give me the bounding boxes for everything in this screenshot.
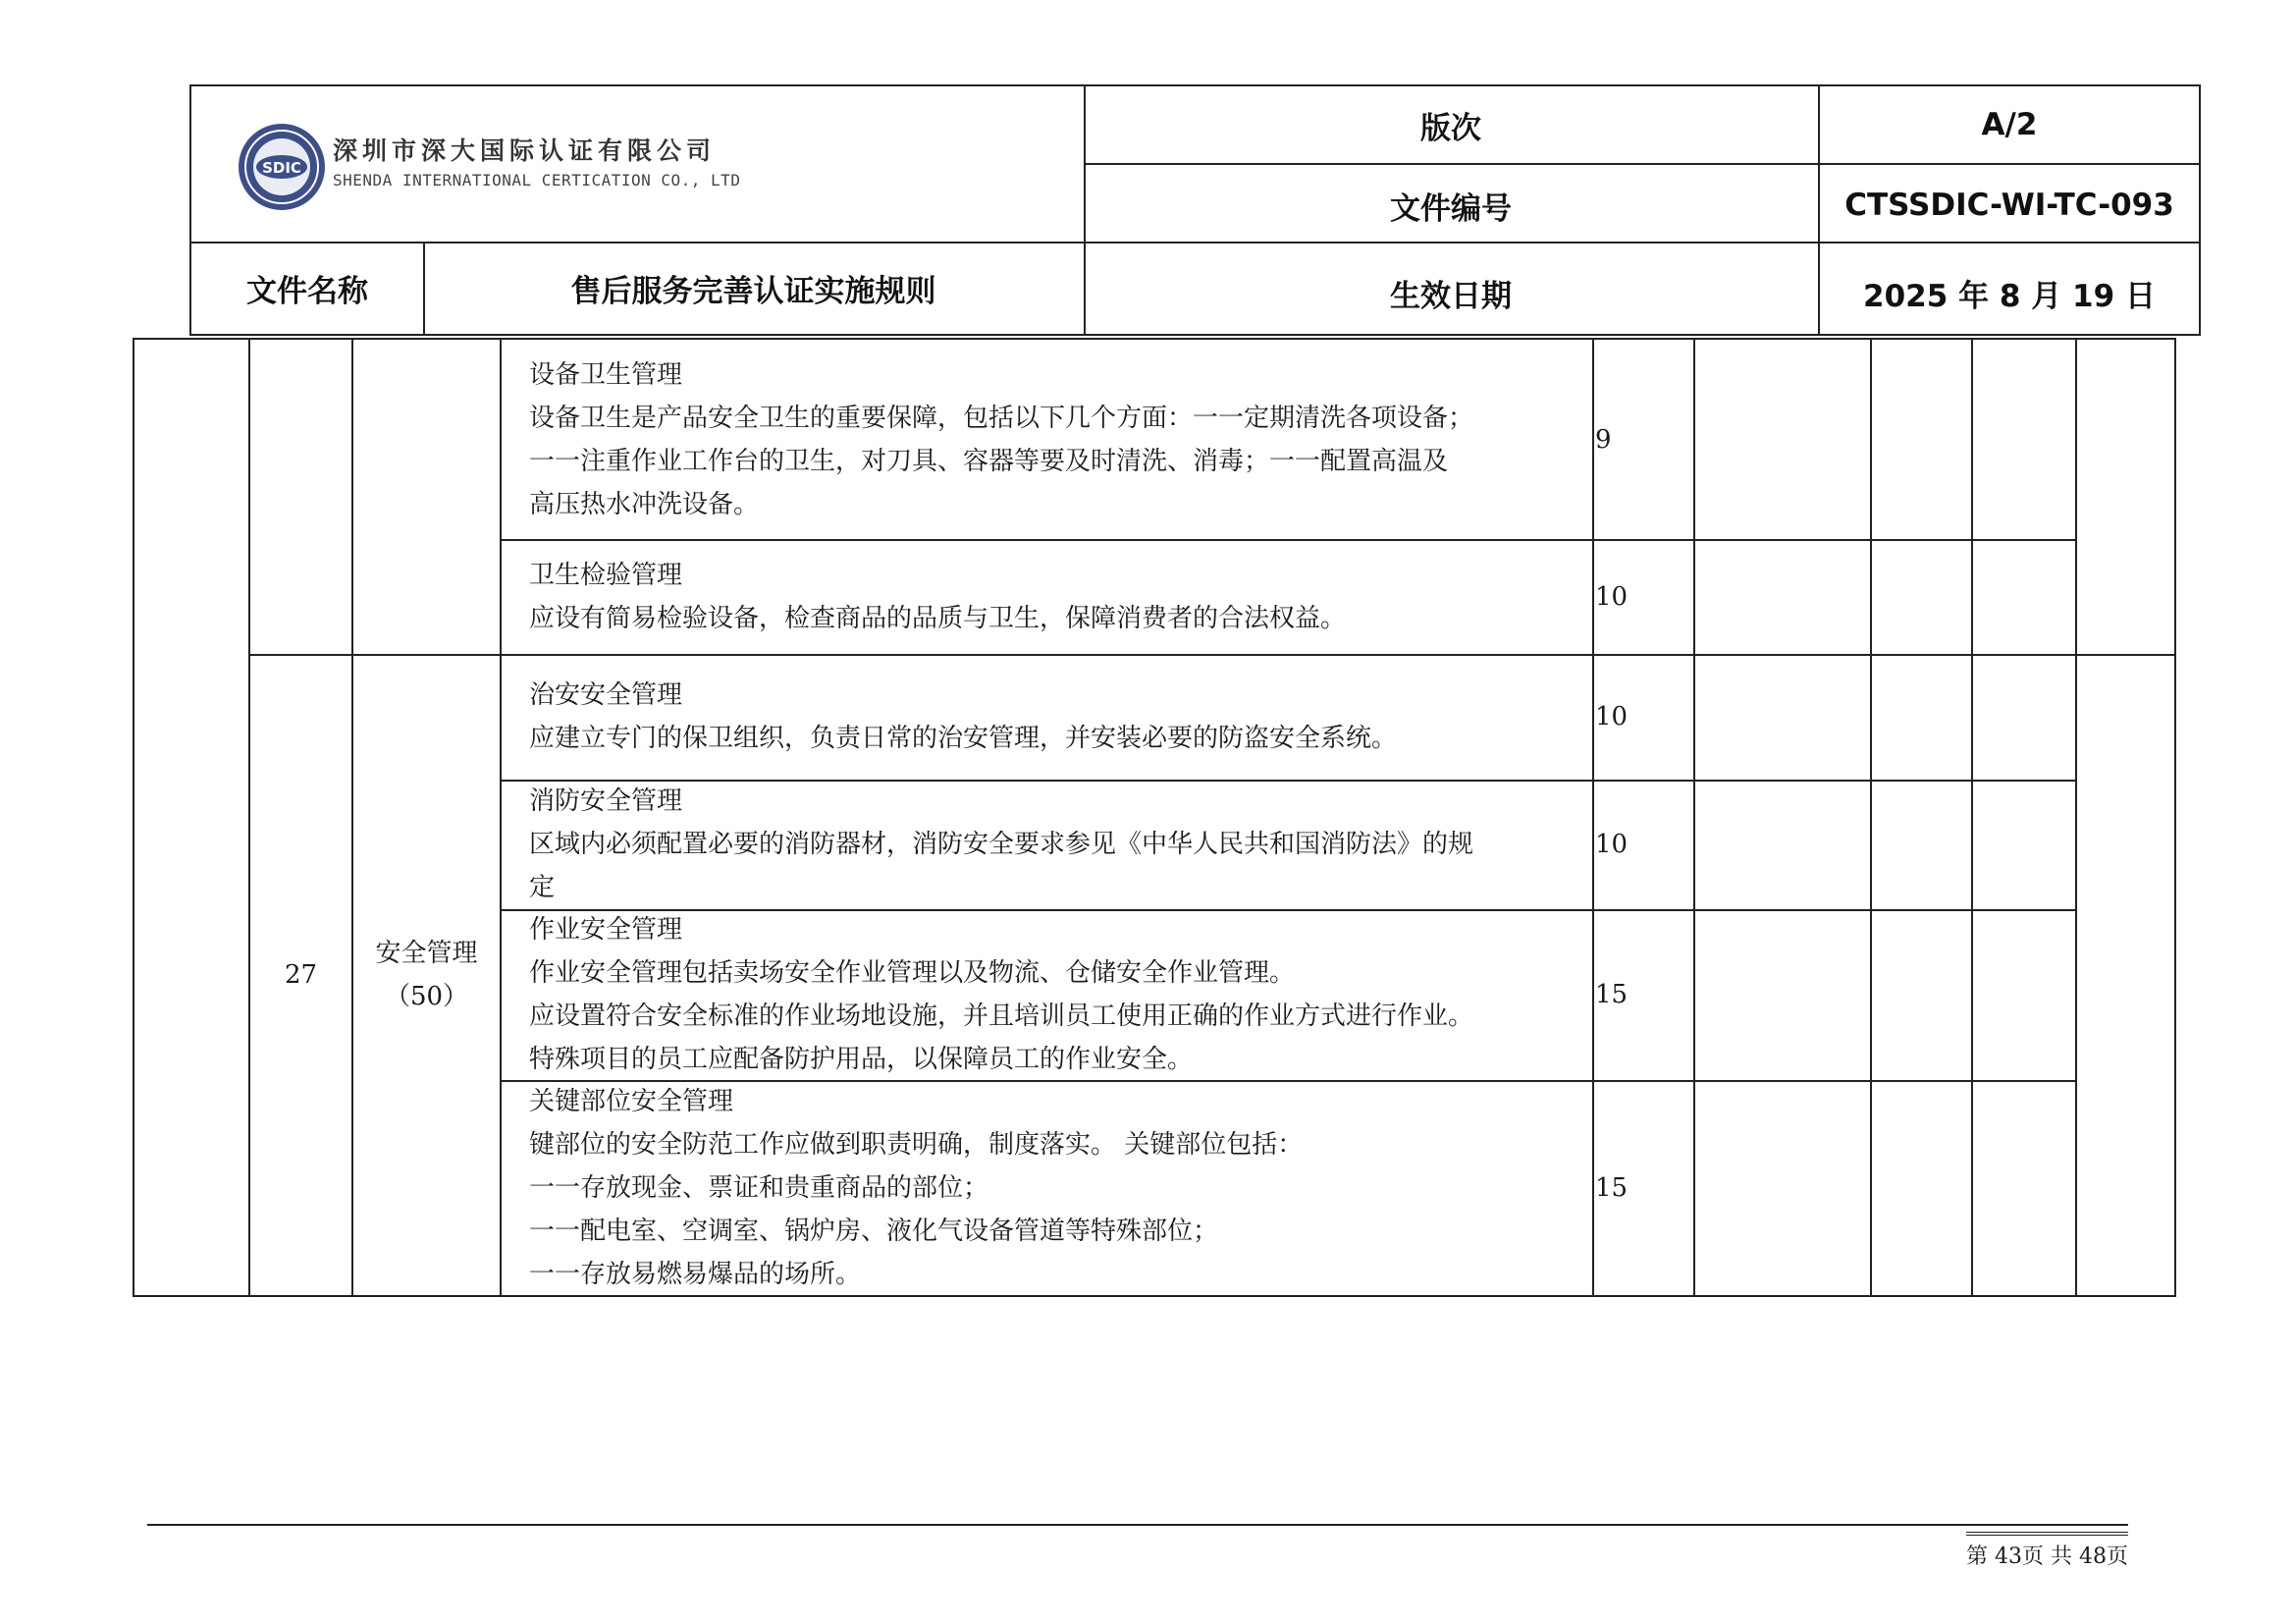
table-row-content: [515, 654, 1398, 780]
row-text-line: 区域内必须配置必要的消防器材，消防安全要求参见《中华人民共和国消防法》的规: [529, 830, 1474, 859]
row-title: 卫生检验管理: [529, 560, 683, 590]
row-title: 作业安全管理: [529, 915, 683, 945]
assessment-table: [133, 338, 2176, 1297]
row-text-line: 一一存放现金、票证和贵重商品的部位；: [529, 1172, 989, 1203]
page-number: 第 43页 共 48页: [1966, 1532, 2128, 1570]
column-divider: [1870, 340, 1872, 1295]
table-row-content: [515, 1080, 1304, 1295]
row-title: 治安安全管理: [529, 680, 683, 710]
doc-no-label: 文件编号: [1390, 190, 1512, 227]
row-text-line: 定: [529, 873, 556, 902]
column-divider: [2075, 340, 2077, 1295]
row-score: 10: [1595, 830, 1629, 859]
effective-date-value: 2025 年 8 月 19 日: [1863, 278, 2156, 314]
row-text-line: 特殊项目的员工应配备防护用品，以保障员工的作业安全。: [529, 1045, 1194, 1074]
column-divider: [500, 340, 502, 1295]
item-number: 27: [284, 959, 318, 990]
row-text-line: 应设有简易检验设备，检查商品的品质与卫生，保障消费者的合法权益。: [529, 603, 1347, 633]
company-seal-icon: [237, 122, 327, 212]
row-text-line: 应建立专门的保卫组织，负责日常的治安管理，并安装必要的防盗安全系统。: [529, 724, 1398, 753]
item-category: [353, 656, 500, 1293]
row-score: 15: [1595, 1172, 1629, 1203]
table-row-content: [515, 780, 1474, 909]
row-text-line: 作业安全管理包括卖场安全作业管理以及物流、仓储安全作业管理。: [529, 958, 1296, 988]
doc-name-label: 文件名称: [246, 273, 368, 309]
row-text-line: 一一注重作业工作台的卫生，对刀具、容器等要及时清洗、消毒；一一配置高温及: [529, 446, 1449, 476]
footer-rule: [147, 1524, 2128, 1526]
document-header: [189, 84, 2201, 336]
version-value: A/2: [1981, 107, 2038, 142]
row-title: 消防安全管理: [529, 786, 683, 816]
doc-name-value: 售后服务完善认证实施规则: [570, 273, 936, 309]
row-text-line: 应设置符合安全标准的作业场地设施，并且培训员工使用正确的作业方式进行作业。: [529, 1001, 1474, 1031]
company-logo: [237, 122, 875, 220]
table-row-content: [515, 909, 1474, 1080]
logo-text: SDIC: [262, 159, 301, 177]
category-points: （50）: [384, 981, 469, 1011]
row-text-line: 键部位的安全防范工作应做到职责明确，制度落实。 关键部位包括：: [529, 1129, 1304, 1160]
row-score: 10: [1595, 581, 1629, 612]
doc-no-value: CTSSDIC-WI-TC-093: [1844, 188, 2174, 223]
table-row-content: [515, 539, 1347, 654]
version-label: 版次: [1420, 110, 1481, 146]
table-row-content: [515, 340, 1474, 539]
column-divider: [1592, 340, 1594, 1295]
row-text-line: 一一配电室、空调室、锅炉房、液化气设备管道等特殊部位；: [529, 1216, 1219, 1246]
row-title: 关键部位安全管理: [529, 1086, 734, 1116]
row-text-line: 设备卫生是产品安全卫生的重要保障，包括以下几个方面：一一定期清洗各项设备；: [529, 403, 1474, 433]
company-name-cn: 深圳市深大国际认证有限公司: [333, 136, 717, 165]
row-score: 9: [1595, 424, 1612, 455]
row-score: 10: [1595, 702, 1629, 731]
row-text-line: 一一存放易燃易爆品的场所。: [529, 1259, 862, 1289]
effective-date-label: 生效日期: [1390, 278, 1512, 314]
column-divider: [1693, 340, 1695, 1295]
column-divider: [1971, 340, 1973, 1295]
row-title: 设备卫生管理: [529, 359, 683, 390]
category-name: 安全管理: [375, 938, 478, 968]
row-text-line: 高压热水冲洗设备。: [529, 489, 760, 519]
company-name-en: SHENDA INTERNATIONAL CERTICATION CO., LTD: [333, 171, 741, 189]
row-score: 15: [1595, 980, 1629, 1009]
